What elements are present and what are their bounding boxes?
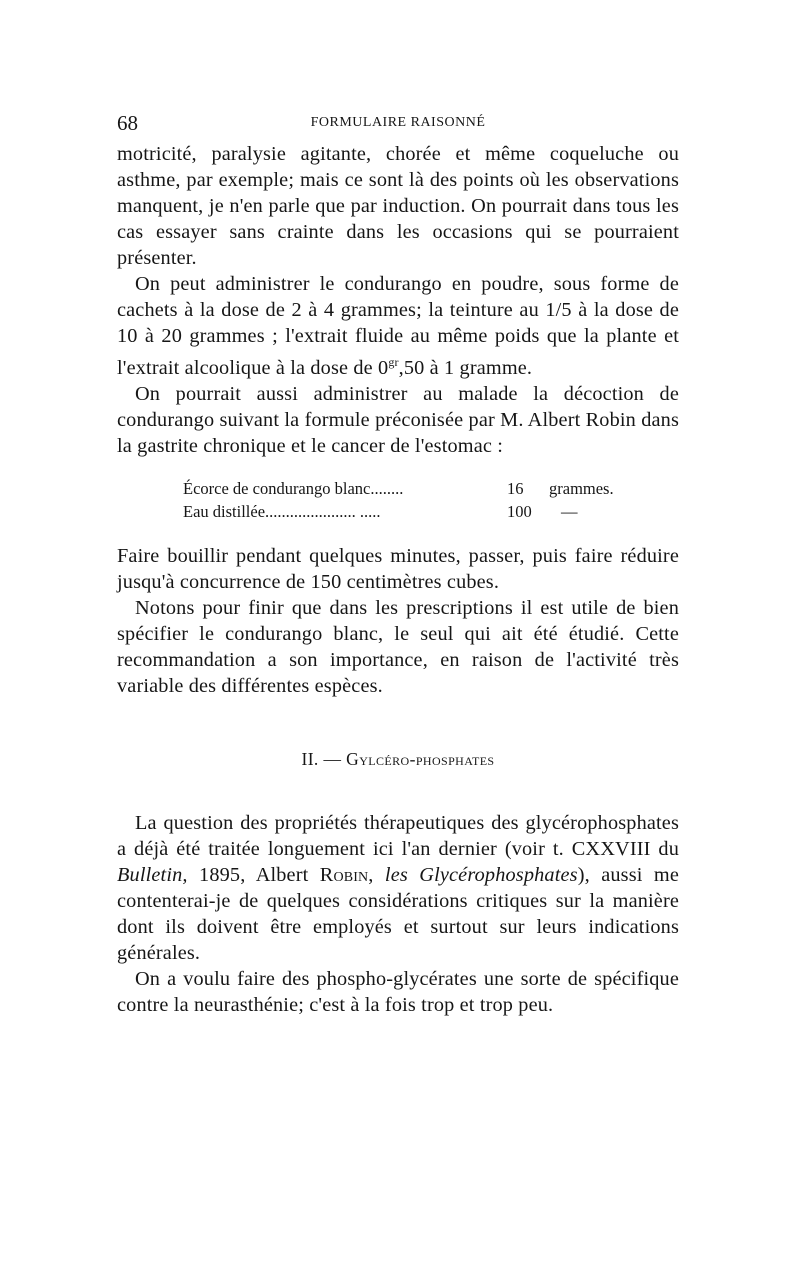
text-run: La question des propriétés thérapeutiques des glycérophosphates a déjà été traitée longuement ici l'an dernier (voir t. CXXVIII du [117, 811, 679, 860]
text-run [374, 864, 385, 886]
author-name: Robin, [319, 863, 374, 886]
recipe-quantity: 100 [507, 501, 532, 521]
recipe-unit: — [561, 501, 578, 521]
recipe-ingredient: Écorce de condurango blanc........ [183, 478, 404, 498]
section-title: Gylcéro-phosphates [346, 748, 495, 769]
journal-title: Bulletin, [117, 863, 188, 886]
dosage-text-2: ,50 à 1 gramme. [398, 356, 533, 379]
book-page [117, 111, 679, 1018]
paragraph-decoction: On pourrait aussi administrer au malade la décoction de condurango suivant la formule préconisée par M. Albert Robin dans la gastrite chronique et le cancer de l'estomac : [117, 382, 679, 457]
section-body [117, 810, 679, 1018]
paragraph-dosage [117, 271, 679, 381]
body-text-after-recipe [117, 543, 679, 699]
text-run: 1895, Albert [187, 863, 320, 886]
paragraph-glycerophosphates [117, 810, 679, 966]
recipe-row [183, 477, 679, 500]
paragraph-preparation: Faire bouillir pendant quelques minutes, passer, puis faire réduire jusqu'à concurrence de 150 centimètres cubes. [117, 544, 679, 593]
paragraph-recommendation: Notons pour finir que dans les prescriptions il est utile de bien spécifier le condurango blanc, le seul qui ait été étudié. Cette recommandation a son importance, en raison de l'activité très variable des différentes espèces. [117, 596, 679, 697]
paragraph-continuation: motricité, paralysie agitante, chorée et même coqueluche ou asthme, par exemple; mais ce sont là des points où les observations manquent, je n'en parle que par induction. On pourrait dans tous les cas essayer sans crainte dans les occasions qui se pourraient présenter. [117, 143, 679, 269]
body-text [117, 141, 679, 459]
dosage-superscript: gr [388, 355, 399, 369]
recipe-ingredient: Eau distillée...................... ..... [183, 501, 381, 521]
page-number: 68 [117, 111, 138, 135]
dosage-text-1: On peut administrer le condurango en poudre, sous forme de cachets à la dose de 2 à 4 grammes; la teinture au 1/5 à la dose de 10 à 20 grammes ; l'extrait fluide au même poids que la plante et l'extrait alcoolique à la dose de 0 [117, 273, 679, 379]
recipe-formula [183, 477, 679, 523]
paragraph-neurasthenia: On a voulu faire des phospho-glycérates une sorte de spécifique contre la neurasthénie; c'est à la fois trop et trop peu. [117, 967, 679, 1016]
running-title: FORMULAIRE RAISONNÉ [310, 115, 486, 130]
recipe-row [183, 500, 679, 523]
page-header [117, 111, 679, 141]
recipe-quantity: 16 [507, 478, 524, 498]
recipe-unit: grammes. [549, 478, 614, 498]
text-run: ), aussi me contenterai-je de quelques considérations critiques sur la manière dont ils doivent être employés et surtout sur leurs indications générales. [117, 863, 679, 964]
section-number: II. — [301, 748, 342, 769]
section-heading [117, 749, 679, 770]
work-title: les Glycérophosphates [384, 863, 578, 886]
